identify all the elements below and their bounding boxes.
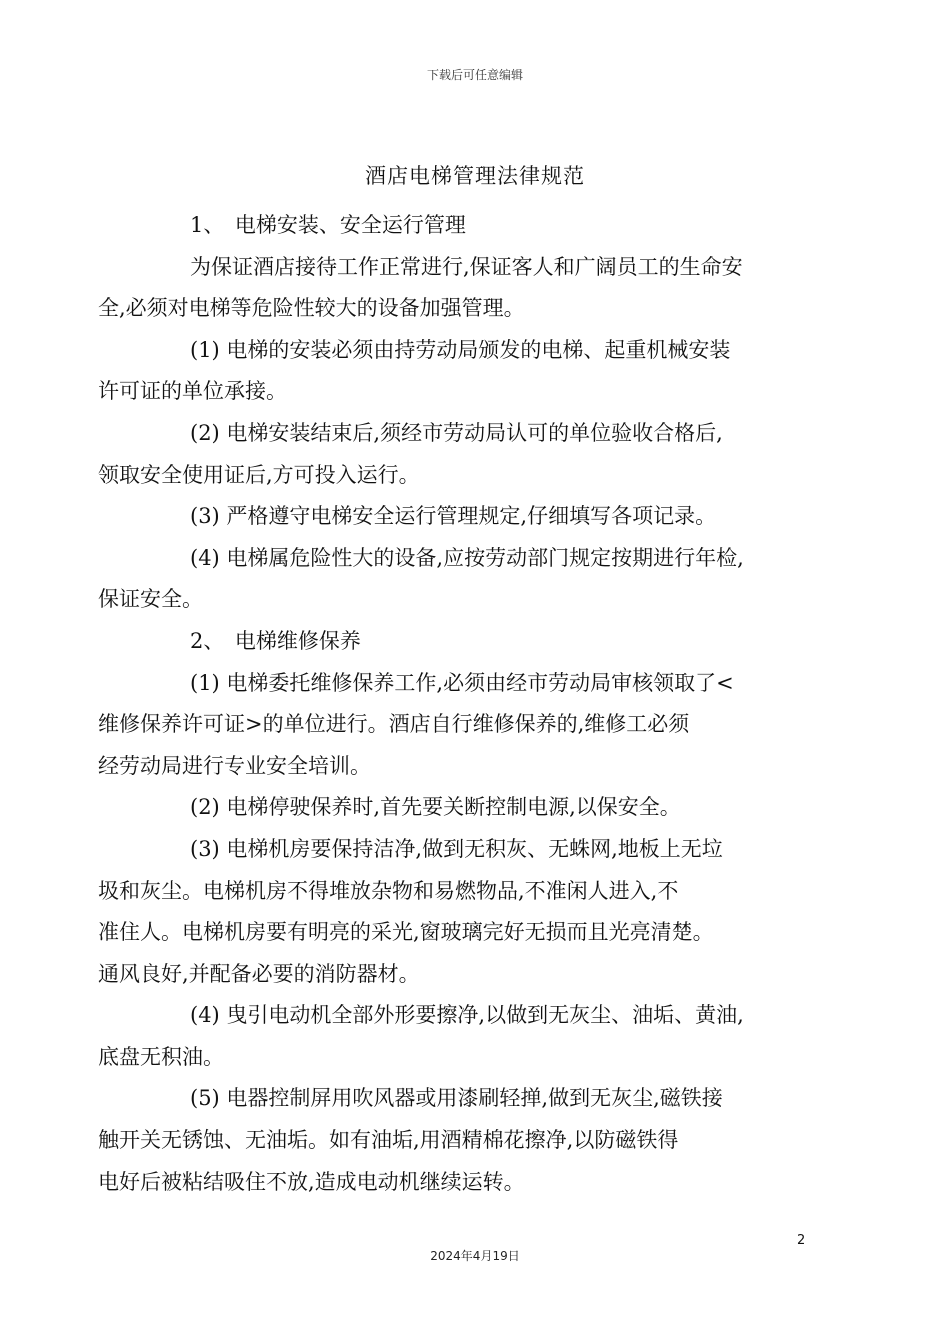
line: 全,必须对电梯等危险性较大的设备加强管理。 bbox=[98, 296, 525, 321]
line: (1) 电梯的安装必须由持劳动局颁发的电梯、起重机械安装 bbox=[190, 337, 731, 362]
page-number: 2 bbox=[797, 1233, 806, 1248]
line: 许可证的单位承接。 bbox=[98, 379, 287, 404]
paragraph-item-2-4 bbox=[98, 995, 820, 1078]
paragraph-item-1-3 bbox=[144, 496, 820, 538]
line: 触开关无锈蚀、无油垢。如有油垢,用酒精棉花擦净,以防磁铁得 bbox=[98, 1128, 679, 1153]
line: 底盘无积油。 bbox=[98, 1044, 224, 1069]
paragraph-item-2-3 bbox=[98, 829, 820, 995]
line: 1、 电梯安装、安全运行管理 bbox=[190, 213, 466, 237]
line: 圾和灰尘。电梯机房不得堆放杂物和易燃物品,不准闲人进入,不 bbox=[98, 878, 679, 903]
document-body bbox=[98, 205, 820, 1203]
line: (4) 曳引电动机全部外形要擦净,以做到无灰尘、油垢、黄油, bbox=[190, 1003, 744, 1028]
paragraph-item-1-4 bbox=[98, 538, 820, 621]
paragraph-intro bbox=[98, 247, 820, 330]
page-header: 下载后可任意编辑 bbox=[426, 68, 523, 82]
line: 保证安全。 bbox=[98, 587, 203, 612]
line: (2) 电梯停驶保养时,首先要关断控制电源,以保安全。 bbox=[190, 795, 681, 820]
paragraph-item-1-1 bbox=[98, 330, 820, 413]
page-footer-date: 2024年4月19日 bbox=[430, 1249, 520, 1263]
line: (2) 电梯安装结束后,须经市劳动局认可的单位验收合格后, bbox=[190, 420, 723, 445]
paragraph-item-2-2 bbox=[144, 787, 820, 829]
line: (4) 电梯属危险性大的设备,应按劳动部门规定按期进行年检, bbox=[190, 545, 744, 570]
paragraph-item-2-1 bbox=[98, 663, 820, 788]
line: 准住人。电梯机房要有明亮的采光,窗玻璃完好无损而且光亮清楚。 bbox=[98, 920, 714, 945]
line: 为保证酒店接待工作正常进行,保证客人和广阔员工的生命安 bbox=[190, 254, 743, 279]
line: (5) 电器控制屏用吹风器或用漆刷轻掸,做到无灰尘,磁铁接 bbox=[190, 1086, 723, 1111]
line: 2、 电梯维修保养 bbox=[190, 628, 361, 653]
line: 维修保养许可证>的单位进行。酒店自行维修保养的,维修工必须 bbox=[98, 712, 690, 737]
line: 领取安全使用证后,方可投入运行。 bbox=[98, 462, 420, 487]
section-heading-1 bbox=[144, 205, 820, 247]
line: 电好后被粘结吸住不放,造成电动机继续运转。 bbox=[98, 1169, 525, 1194]
paragraph-item-1-2 bbox=[98, 413, 820, 496]
line: 经劳动局进行专业安全培训。 bbox=[98, 753, 371, 778]
paragraph-item-2-5 bbox=[98, 1078, 820, 1203]
document-title: 酒店电梯管理法律规范 bbox=[365, 164, 585, 188]
line: (3) 严格遵守电梯安全运行管理规定,仔细填写各项记录。 bbox=[190, 504, 717, 529]
line: 通风良好,并配备必要的消防器材。 bbox=[98, 961, 420, 986]
line: (1) 电梯委托维修保养工作,必须由经市劳动局审核领取了< bbox=[190, 670, 734, 695]
line: (3) 电梯机房要保持洁净,做到无积灰、无蛛网,地板上无垃 bbox=[190, 836, 723, 861]
section-heading-2 bbox=[144, 621, 820, 663]
